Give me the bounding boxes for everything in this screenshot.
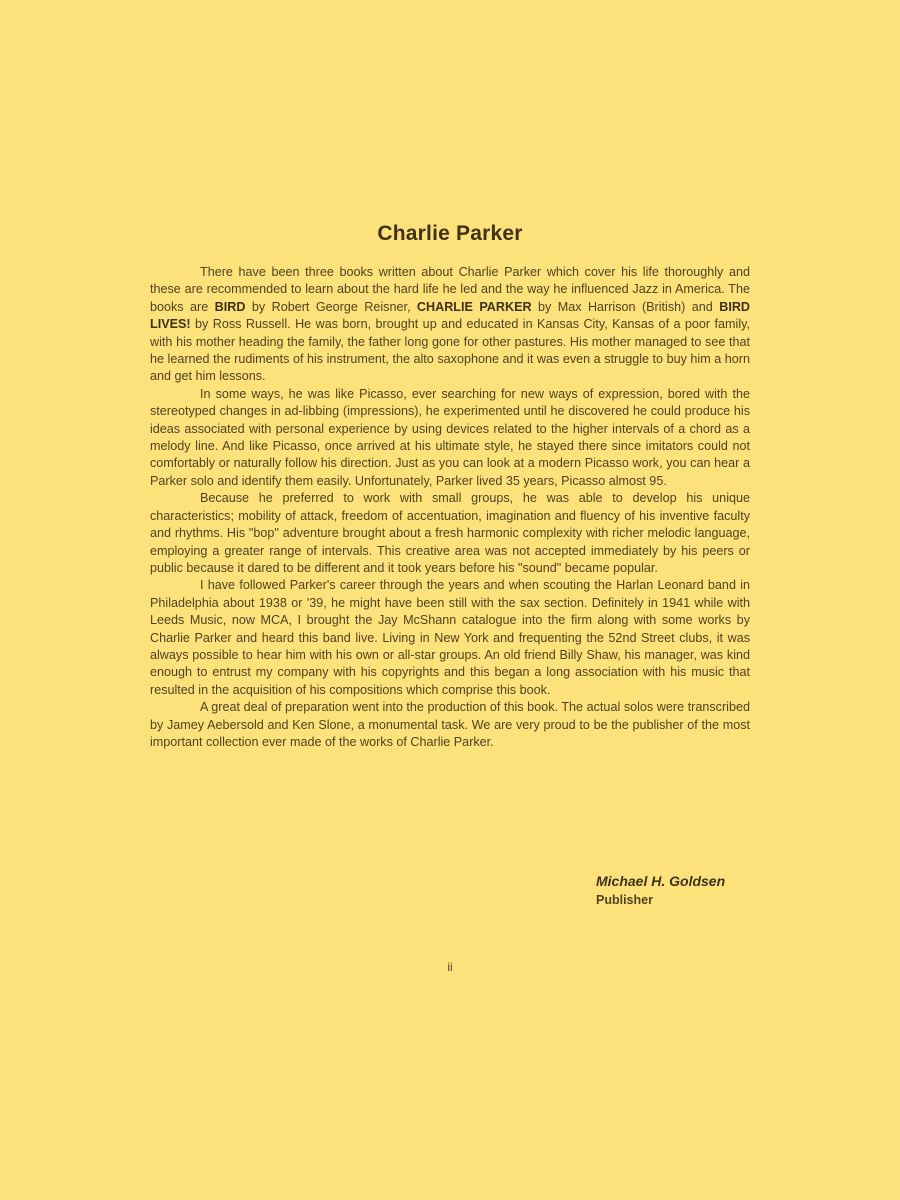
paragraph-2: In some ways, he was like Picasso, ever searching for new ways of expression, bored with the stereotyped changes in ad-libbing (impressions), he experimented until he discovered he could produce his ideas associated with personal experience by using devices related to the higher intervals of a chord as a melody line. And like Picasso, once arrived at his ultimate style, he stayed there since imitators could not comfortably or naturally follow his direction. Just as you can look at a modern Picasso work, you can hear a Parker solo and identify them easily. Unfortunately, Parker lived 35 years, Picasso almost 95. (150, 386, 750, 488)
paragraph-1-text-d: by Ross Russell. He was born, brought up and educated in Kansas City, Kansas of a poor family, with his mother heading the family, the father long gone for other pastures. His mother managed to see that he learned the rudiments of his instrument, the alto saxophone and it was even a struggle to buy him a horn and get him lessons. (150, 317, 750, 384)
paragraph-5: A great deal of preparation went into the production of this book. The actual solos were transcribed by Jamey Aebersold and Ken Slone, a monumental task. We are very proud to be the publisher of the most important collection ever made of the works of Charlie Parker. (150, 700, 750, 749)
page-title: Charlie Parker (377, 222, 523, 245)
body-text (150, 264, 750, 751)
book-title-bird-lives: BIRD LIVES! (150, 299, 751, 332)
paragraph-3: Because he preferred to work with small groups, he was able to develop his unique characteristics; mobility of attack, freedom of accentuation, imagination and fluency of his inventive faculty and rhythms. His "bop" adventure brought about a fresh harmonic complexity with richer melodic language, employing a greater range of intervals. This creative area was not accepted immediately by his peers or public because it dared to be different and it took years before his "sound" became popular. (150, 491, 750, 575)
book-title-charlie-parker: CHARLIE PARKER (416, 299, 532, 314)
paragraph-1-text-c: by Max Harrison (British) and (531, 299, 720, 314)
paragraph-1-text-a: There have been three books written about Charlie Parker which cover his life thoroughly and these are recommended to learn about the hard life he led and the way he influenced Jazz in America. The books are (150, 265, 750, 314)
book-title-bird: BIRD (214, 299, 246, 314)
paragraph-1 (150, 264, 750, 386)
paragraph-4: I have followed Parker's career through the years and when scouting the Harlan Leonard band in Philadelphia about 1938 or '39, he might have been still with the sax section. Definitely in 1941 while with Leeds Music, now MCA, I brought the Jay McShann catalogue into the firm along with some works by Charlie Parker and heard this band live. Living in New York and frequenting the 52nd Street clubs, it was always possible to hear him with his own or all-star groups. An old friend Billy Shaw, his manager, was kind enough to entrust my company with his copyrights and this began a long association with his music that resulted in the acquisition of his compositions which comprise this book. (150, 578, 750, 697)
signature-role: Publisher (596, 893, 653, 907)
signature-block (596, 873, 796, 907)
signature-name: Michael H. Goldsen (596, 873, 726, 889)
page-number: ii (447, 960, 453, 974)
paragraph-1-text-b: by Robert George Reisner, (245, 299, 417, 314)
